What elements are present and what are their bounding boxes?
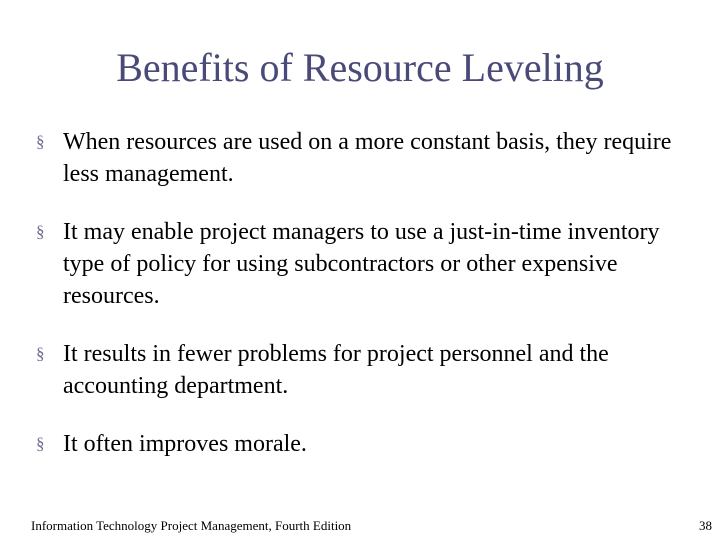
- bullet-text: It results in fewer problems for project personnel and the accounting department.: [63, 341, 609, 399]
- bullet-item: [36, 428, 696, 460]
- bullet-marker-icon: §: [36, 344, 45, 363]
- bullet-marker-icon: §: [36, 132, 45, 151]
- bullet-marker-icon: §: [36, 222, 45, 241]
- footer-source: Information Technology Project Management, Fourth Edition: [31, 518, 352, 533]
- bullet-text: It may enable project managers to use a just-in-time inventory type of policy for using subcontractors or other expensive resources.: [63, 219, 660, 309]
- bullet-text: It often improves morale.: [63, 431, 307, 457]
- bullet-marker-icon: §: [36, 434, 45, 453]
- bullet-item: [36, 216, 696, 312]
- bullet-item: [36, 126, 696, 190]
- page-number: 38: [699, 518, 712, 533]
- bullet-item: [36, 338, 696, 402]
- bullet-list: [36, 126, 696, 486]
- bullet-text: When resources are used on a more constant basis, they require less management.: [63, 129, 672, 187]
- slide-title: Benefits of Resource Leveling: [116, 45, 604, 90]
